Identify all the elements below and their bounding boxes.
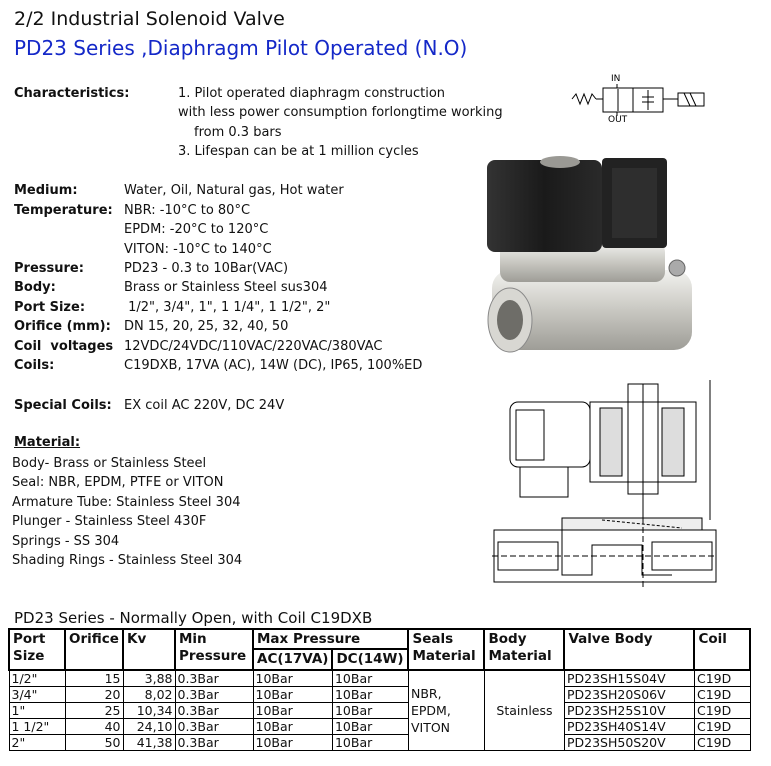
orifice-label: Orifice (mm): [14, 319, 111, 334]
table-row [9, 687, 750, 703]
coil-voltages-label: Coil voltages [14, 339, 114, 354]
pressure-label: Pressure: [14, 261, 84, 276]
cell-port: 2" [9, 735, 65, 751]
col-seals-material: Seals Material [408, 629, 484, 670]
cell-coil: C19D [694, 719, 750, 735]
cell-dc: 10Bar [332, 703, 408, 719]
coils-value: C19DXB, 17VA (AC), 14W (DC), IP65, 100%ED [124, 358, 423, 373]
char-line-2: with less power consumption forlongtime working [178, 105, 503, 120]
valve-product-photo [482, 150, 700, 375]
coil-voltages-value: 12VDC/24VDC/110VAC/220VAC/380VAC [124, 339, 383, 354]
port-size-value: 1/2", 3/4", 1", 1 1/4", 1 1/2", 2" [124, 300, 331, 315]
material-item: Body- Brass or Stainless Steel [12, 456, 207, 471]
valve-symbol-diagram [570, 70, 720, 125]
cell-ac: 10Bar [253, 703, 332, 719]
col-body-material: Body Material [484, 629, 564, 670]
temperature-viton: VITON: -10°C to 140°C [124, 242, 272, 257]
seals-line: NBR, [410, 686, 442, 701]
medium-value: Water, Oil, Natural gas, Hot water [124, 183, 344, 198]
cell-coil: C19D [694, 687, 750, 703]
table-title: PD23 Series - Normally Open, with Coil C19DXB [14, 609, 373, 627]
col-max-pressure: Max Pressure [253, 629, 408, 649]
char-line-1: 1. Pilot operated diaphragm construction [178, 86, 446, 101]
cell-port: 1" [9, 703, 65, 719]
symbol-in-label: IN [611, 74, 621, 84]
cell-orifice: 50 [65, 735, 123, 751]
cell-ac: 10Bar [253, 719, 332, 735]
material-item: Armature Tube: Stainless Steel 304 [12, 495, 241, 510]
material-item: Seal: NBR, EPDM, PTFE or VITON [12, 475, 224, 490]
cell-port: 3/4" [9, 687, 65, 703]
cell-ac: 10Bar [253, 670, 332, 687]
cell-valve: PD23SH40S14V [564, 719, 694, 735]
characteristics-label: Characteristics: [14, 86, 130, 101]
seals-line: VITON [410, 720, 451, 735]
body-label: Body: [14, 280, 56, 295]
table-row [9, 735, 750, 751]
medium-label: Medium: [14, 183, 78, 198]
col-min-pressure: Min Pressure [175, 629, 253, 670]
char-line-4: 3. Lifespan can be at 1 million cycles [178, 144, 419, 159]
material-item: Springs - SS 304 [12, 534, 120, 549]
cell-orifice: 20 [65, 687, 123, 703]
cell-dc: 10Bar [332, 735, 408, 751]
cell-coil: C19D [694, 735, 750, 751]
cell-min: 0.3Bar [175, 670, 253, 687]
cell-dc: 10Bar [332, 670, 408, 687]
table-row [9, 703, 750, 719]
col-ac: AC(17VA) [253, 649, 332, 670]
col-coil: Coil [694, 629, 750, 670]
special-coils-label: Special Coils: [14, 398, 112, 413]
cell-min: 0.3Bar [175, 719, 253, 735]
col-orifice: Orifice [65, 629, 123, 670]
material-heading: Material: [14, 435, 81, 450]
cell-coil: C19D [694, 703, 750, 719]
col-dc: DC(14W) [332, 649, 408, 670]
spec-table [8, 628, 751, 751]
col-kv: Kv [123, 629, 175, 670]
cell-kv: 8,02 [123, 687, 175, 703]
cell-dc: 10Bar [332, 719, 408, 735]
cell-kv: 41,38 [123, 735, 175, 751]
cell-ac: 10Bar [253, 735, 332, 751]
col-port-size: Port Size [9, 629, 65, 670]
cell-port: 1/2" [9, 670, 65, 687]
symbol-out-label: OUT [608, 115, 628, 125]
orifice-value: DN 15, 20, 25, 32, 40, 50 [124, 319, 289, 334]
valve-cross-section-diagram [492, 380, 717, 590]
cell-kv: 10,34 [123, 703, 175, 719]
col-valve-body: Valve Body [564, 629, 694, 670]
cell-orifice: 40 [65, 719, 123, 735]
seals-line: EPDM, [410, 703, 451, 718]
cell-ac: 10Bar [253, 687, 332, 703]
char-line-3: from 0.3 bars [194, 125, 282, 140]
cell-valve: PD23SH50S20V [564, 735, 694, 751]
material-item: Shading Rings - Stainless Steel 304 [12, 553, 243, 568]
cell-kv: 24,10 [123, 719, 175, 735]
table-row [9, 670, 750, 687]
cell-seals [408, 670, 484, 751]
cell-valve: PD23SH15S04V [564, 670, 694, 687]
pressure-value: PD23 - 0.3 to 10Bar(VAC) [124, 261, 289, 276]
table-row [9, 719, 750, 735]
cell-valve: PD23SH20S06V [564, 687, 694, 703]
cell-body-material: Stainless [484, 670, 564, 751]
temperature-label: Temperature: [14, 203, 113, 218]
cell-dc: 10Bar [332, 687, 408, 703]
temperature-nbr: NBR: -10°C to 80°C [124, 203, 251, 218]
special-coils-value: EX coil AC 220V, DC 24V [124, 398, 285, 413]
cell-port: 1 1/2" [9, 719, 65, 735]
page-subtitle: PD23 Series ,Diaphragm Pilot Operated (N.O) [14, 36, 468, 60]
cell-min: 0.3Bar [175, 735, 253, 751]
temperature-epdm: EPDM: -20°C to 120°C [124, 222, 269, 237]
cell-orifice: 15 [65, 670, 123, 687]
cell-orifice: 25 [65, 703, 123, 719]
cell-coil: C19D [694, 670, 750, 687]
coils-label: Coils: [14, 358, 55, 373]
body-value: Brass or Stainless Steel sus304 [124, 280, 328, 295]
page-title: 2/2 Industrial Solenoid Valve [14, 8, 285, 30]
material-item: Plunger - Stainless Steel 430F [12, 514, 207, 529]
port-size-label: Port Size: [14, 300, 86, 315]
cell-kv: 3,88 [123, 670, 175, 687]
cell-valve: PD23SH25S10V [564, 703, 694, 719]
cell-min: 0.3Bar [175, 703, 253, 719]
cell-min: 0.3Bar [175, 687, 253, 703]
